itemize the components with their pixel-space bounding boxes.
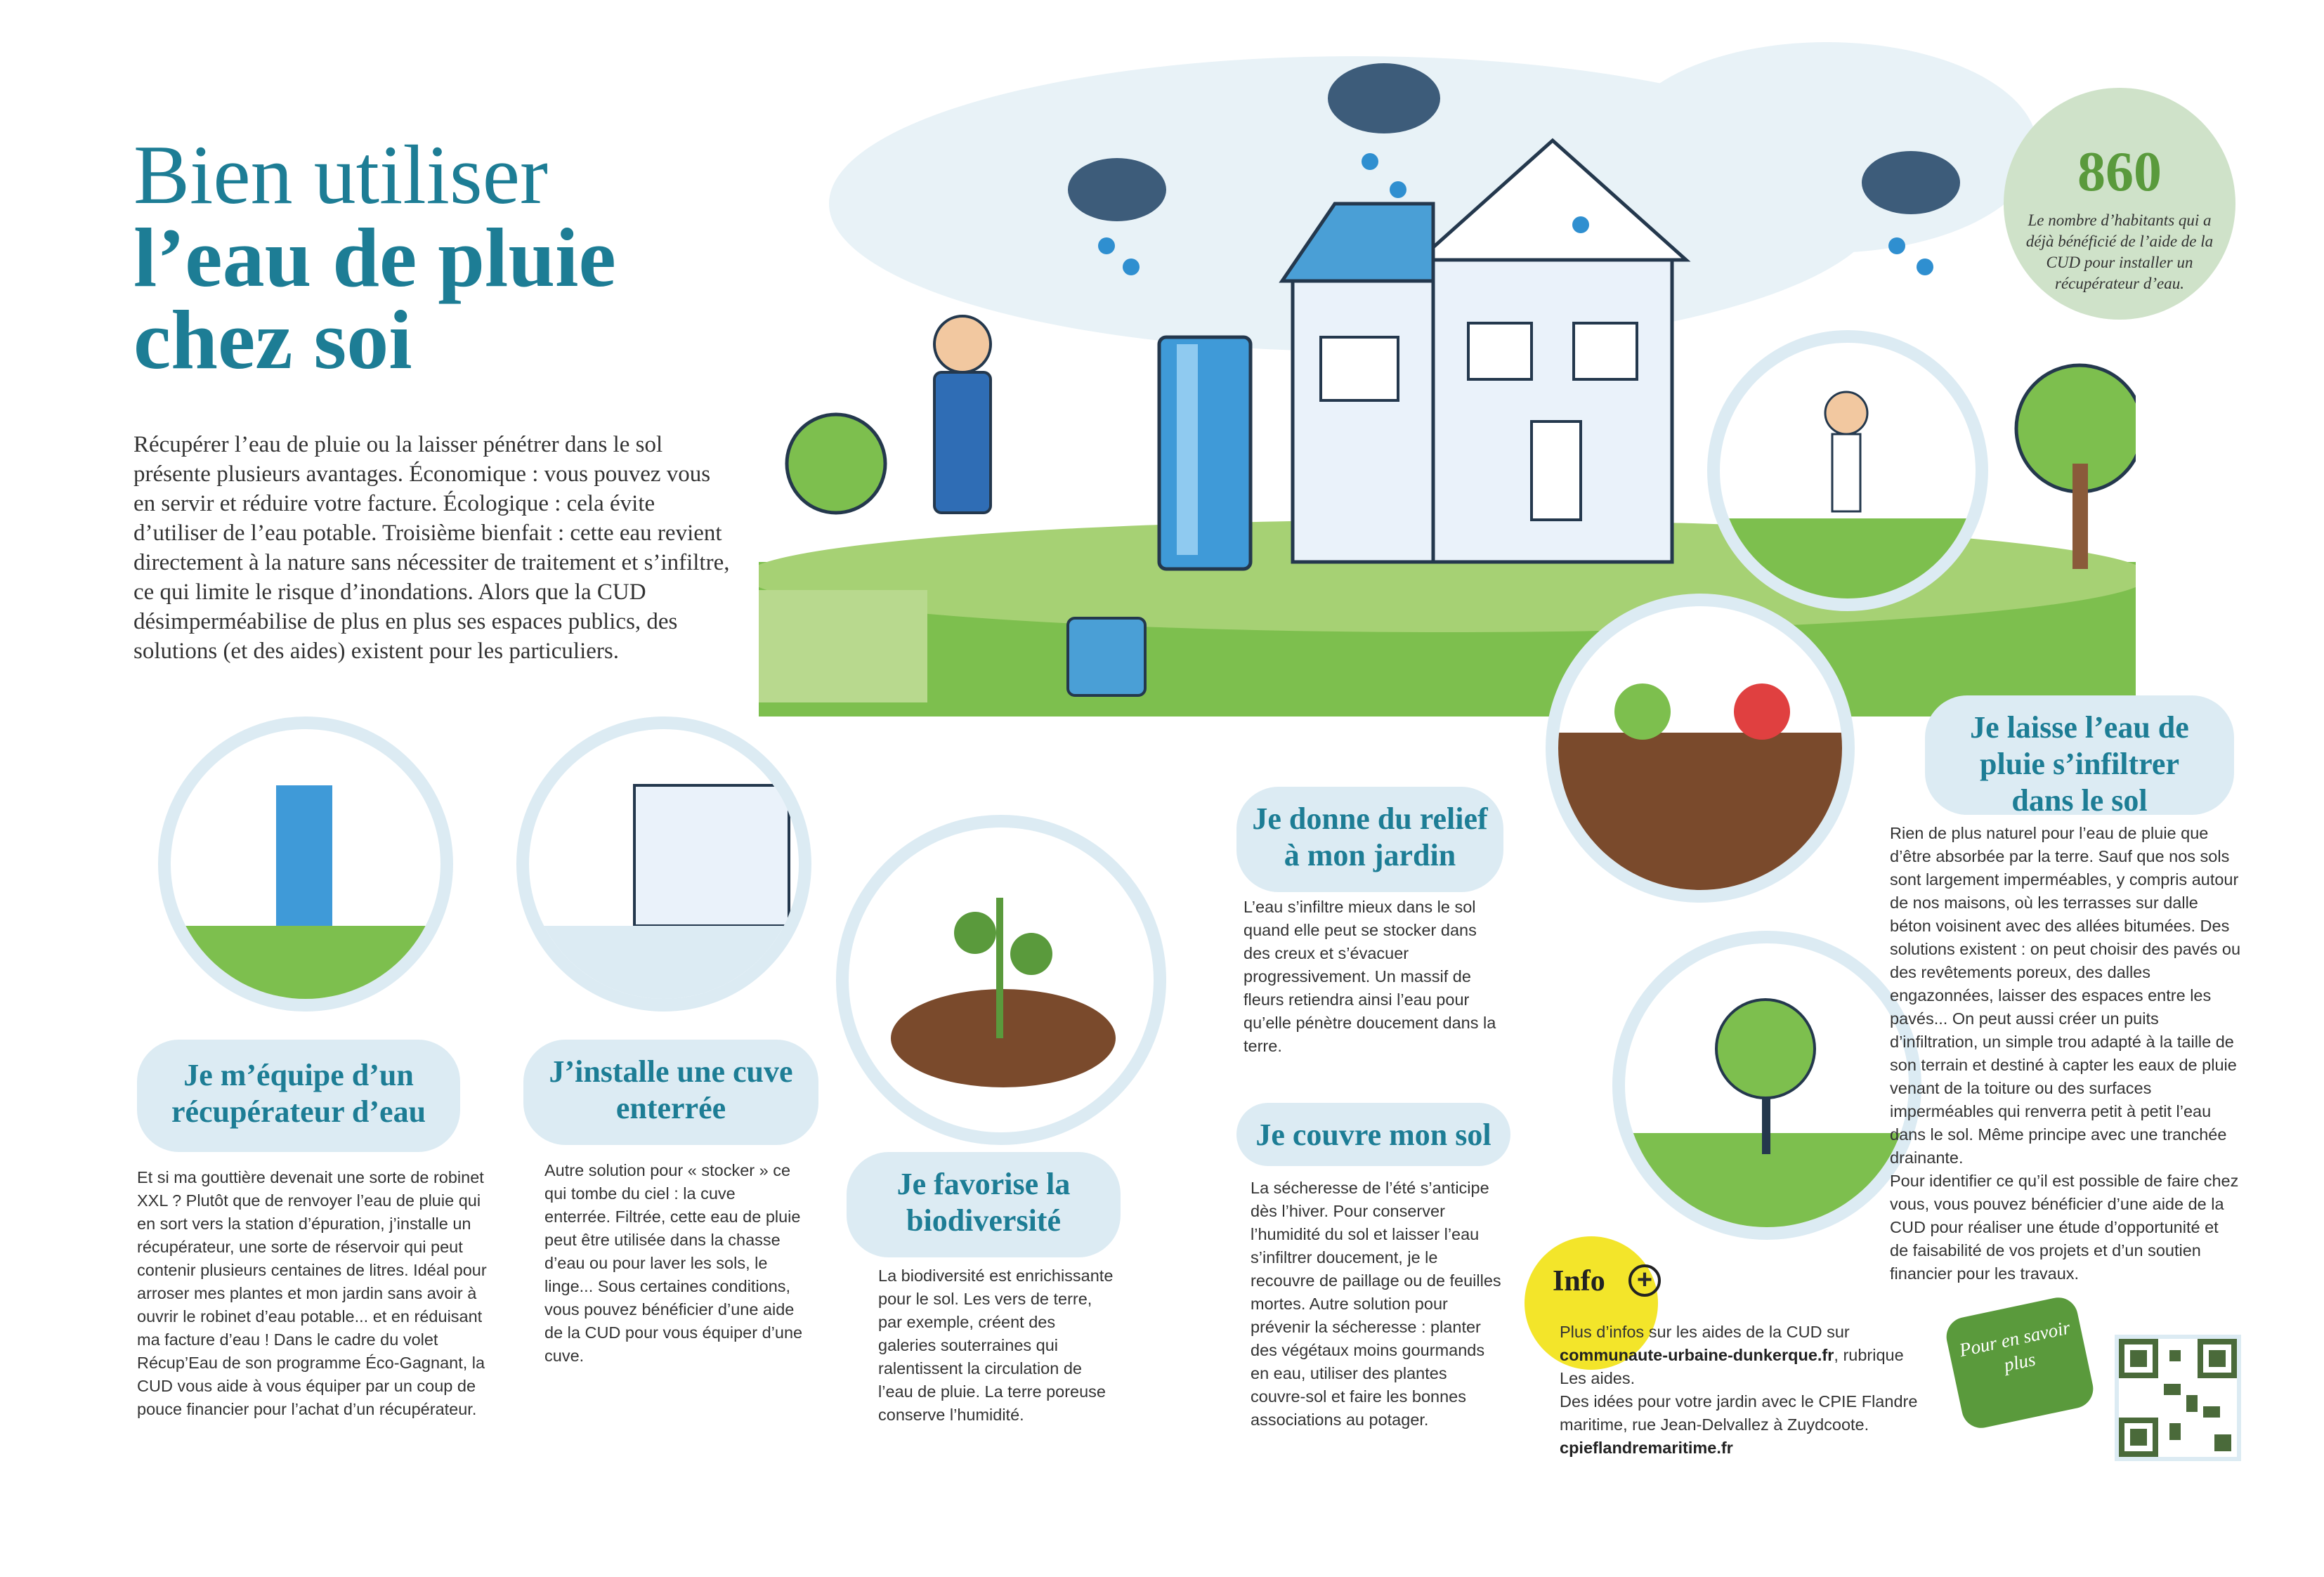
mulched-plant-icon <box>1625 943 1909 1227</box>
vignette-biodiversite <box>836 815 1166 1145</box>
title-infiltrer: Je laisse l’eau de pluie s’infiltrer dans le sol <box>1925 695 2234 815</box>
info-line-3: Des idées pour votre jardin avec le CPIE Flandre maritime, rue Jean-Delvallez à Zuydcoote. <box>1560 1392 1918 1434</box>
flower-bed-icon <box>1558 606 1842 890</box>
body-couvre: La sécheresse de l’été s’anticipe dès l’hiver. Pour conserver l’humidité du sol et laisser l’eau s’infiltrer doucement, je le recouvre de paillage ou de feuilles mortes. Autre solution pour prévenir la sécheresse : planter des végétaux moins gourmands en eau, utiliser des plantes couvre-sol et faire les bonnes associations au potager. <box>1251 1179 1501 1429</box>
info-text <box>1560 1321 1925 1460</box>
vignette-recuperateur <box>158 716 453 1012</box>
plus-icon: + <box>1628 1264 1661 1297</box>
rain-tank-icon <box>1159 337 1251 569</box>
page-title <box>133 128 766 387</box>
title-line-2: l’eau de pluie <box>133 210 616 304</box>
stat-number: 860 <box>2077 141 2162 203</box>
vignette-couvre <box>1612 931 1921 1240</box>
info-line-1: Plus d’infos sur les aides de la CUD sur <box>1560 1323 1850 1341</box>
body-infiltrer-part2: Pour identifier ce qu’il est possible de faire chez vous, vous pouvez bénéficier d’une aide de la CUD pour réaliser une étude d’opportunité et de faisabilité de vos projets et d’un soutien financier pour les travaux. <box>1890 1172 2239 1283</box>
body-relief: L’eau s’infiltre mieux dans le sol quand elle peut se stocker dans des creux et s’évacuer progressivement. Un massif de fleurs retiendra ainsi l’eau pour qu’elle pénètre doucement dans la terre. <box>1243 898 1496 1055</box>
vignette-cuve <box>516 716 811 1012</box>
plant-soil-icon <box>849 827 1154 1132</box>
stat-text: Le nombre d’habitants qui a déjà bénéficié de l’aide de la CUD pour installer un récupérateur d’eau. <box>2025 211 2214 292</box>
house-icon <box>1282 140 1686 562</box>
body-infiltrer-part1: Rien de plus naturel pour l’eau de pluie que d’être absorbée par la terre. Sauf que nos sols sont largement imperméables, y compris autour de nos maisons, où les terrasses sur dalle béton voisinent avec des allées bitumées. Des solutions existent : on peut choisir des pavés ou des revêtements poreux, des dalles engazonnées, laisser des espaces entre les pavés... On peut aussi créer un puits d’infiltration, un simple trou adapté à la taille de son terrain et destiné à capter les eaux de pluie venant de la toiture ou des surfaces imperméables qui renverra petit à petit l’eau dans le sol. Même principe avec une tranchée drainante. <box>1890 824 2241 1167</box>
info-label: Info <box>1553 1265 1605 1297</box>
title-relief: Je donne du relief à mon jardin <box>1236 787 1503 892</box>
body-biodiversite: La biodiversité est enrichissante pour le sol. Les vers de terre, par exemple, créent des galeries souterraines qui ralentissent la circulation de l’eau de pluie. La terre poreuse conserve l’humidité. <box>878 1267 1114 1424</box>
more-info-badge: Pour en savoir plus <box>1943 1294 2096 1432</box>
title-biodiversite: Je favorise la biodiversité <box>847 1152 1121 1257</box>
title-recuperateur: Je m’équipe d’un récupérateur d’eau <box>137 1040 460 1152</box>
body-recuperateur: Et si ma gouttière devenait une sorte de robinet XXL ? Plutôt que de renvoyer l’eau de pluie qui en sort vers la station d’épuration, j’installe un récupérateur, une sorte de réservoir qui peut contenir plusieurs centaines de litres. Idéal pour arroser mes plantes et mon jardin sans avoir à ouvrir le robinet d’eau potable... et en réduisant ma facture d’eau ! Dans le cadre du volet Récup’Eau de son programme Éco-Gagnant, la CUD vous aide à vous équiper par un coup de pouce financier pour l’achat d’un récupérateur. <box>137 1168 487 1418</box>
body-infiltrer <box>1890 822 2241 1285</box>
info-line-2: , rubrique Les aides. <box>1560 1346 1904 1387</box>
gardener-icon <box>934 316 991 513</box>
rain-tank-icon <box>171 729 440 999</box>
vignette-relief <box>1546 594 1855 903</box>
title-couvre: Je couvre mon sol <box>1236 1103 1510 1166</box>
child-watering-icon <box>1720 343 1976 598</box>
intro-paragraph: Récupérer l’eau de pluie ou la laisser pénétrer dans le sol présente plusieurs avantages. Économique : vous pouvez vous en servir et réduire votre facture. Écologique : cela évite d’utiliser de l’eau potable. Troisième bienfait : cette eau revient directement à la nature sans nécessiter de traitement et s’infiltre, ce qui limite le risque d’inondations. Alors que la CUD désimperméabilise de plus en plus ses espaces publics, des solutions (et des aides) existent pour les particuliers. <box>133 432 730 664</box>
qr-code-icon <box>2119 1339 2237 1457</box>
link-cud[interactable]: communaute-urbaine-dunkerque.fr <box>1560 1346 1834 1364</box>
title-line-3: chez soi <box>133 293 412 387</box>
watering-can-icon <box>1068 618 1145 695</box>
title-cuve: J’installe une cuve enterrée <box>523 1040 818 1145</box>
fence-icon <box>759 590 927 702</box>
link-cpie[interactable]: cpieflandremaritime.fr <box>1560 1439 1733 1457</box>
body-cuve: Autre solution pour « stocker » ce qui tombe du ciel : la cuve enterrée. Filtrée, cette eau de pluie peut être utilisée dans la chasse d’eau ou pour laver les sols, le linge... Sous certaines conditions, vous pouvez bénéficier d’une aide de la CUD pour vous équiper d’une cuve. <box>544 1161 803 1365</box>
qr-code-icon[interactable] <box>2115 1335 2241 1461</box>
title-line-1: Bien utiliser <box>133 128 548 221</box>
vignette-infiltrer <box>1707 330 1988 611</box>
house-icon <box>529 729 799 999</box>
